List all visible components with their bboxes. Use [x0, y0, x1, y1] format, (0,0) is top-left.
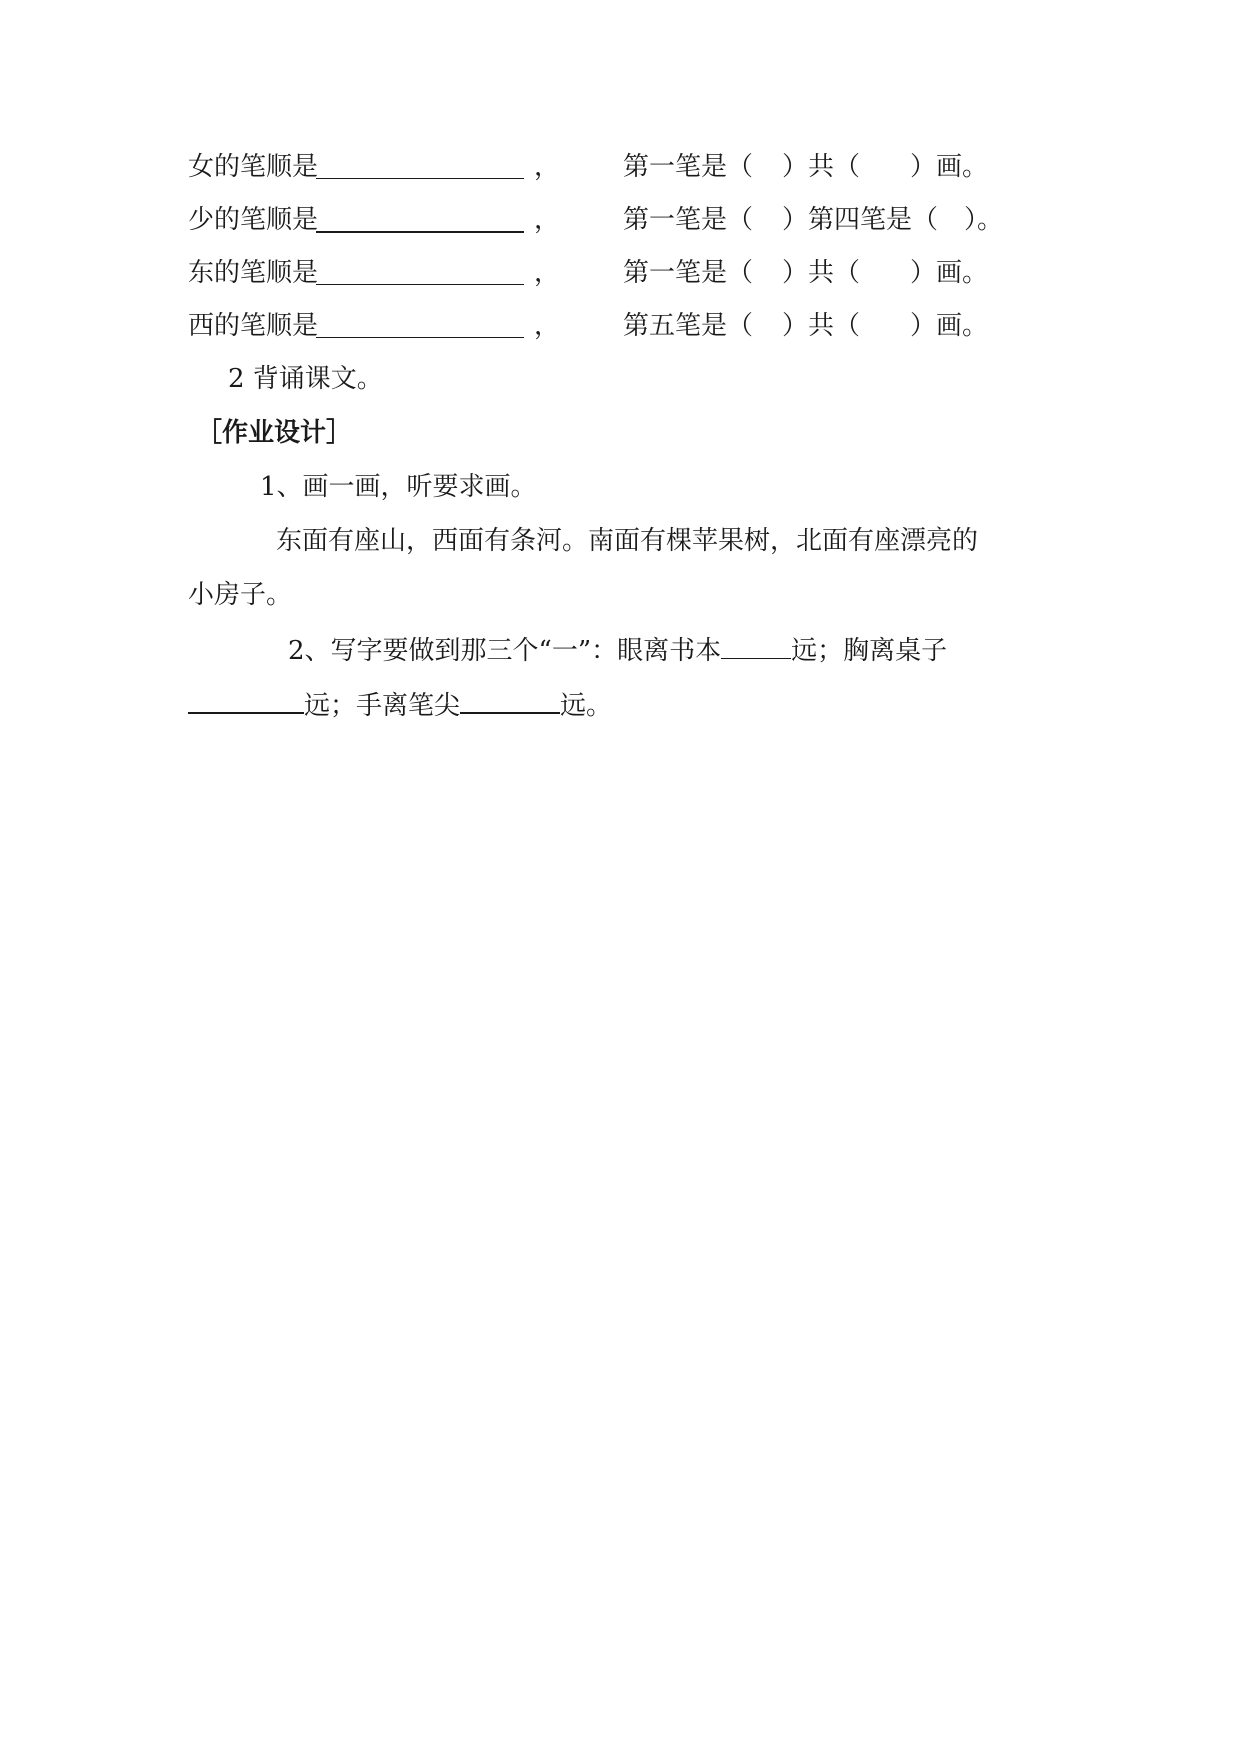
answer-blank [188, 686, 304, 714]
answer-blank [316, 311, 524, 338]
task2-line2 [188, 686, 612, 723]
question-part: 第五笔是（ [623, 311, 754, 341]
question-part: ）画。 [910, 311, 989, 341]
answer-blank [721, 632, 791, 659]
question-part: ）画。 [910, 258, 989, 288]
answer-blank [316, 205, 524, 233]
question-part: ）第四笔是（ [782, 205, 939, 235]
task1-desc-line1: 东面有座山，西面有条河。南面有棵苹果树，北面有座漂亮的 [276, 526, 979, 556]
comma: ， [534, 311, 561, 341]
task2-part4: 远。 [560, 691, 613, 721]
comma: ， [534, 152, 561, 182]
char-label: 西的笔顺是 [188, 311, 319, 341]
char-label: 少的笔顺是 [188, 205, 319, 235]
char-label: 东的笔顺是 [188, 258, 319, 288]
char-label: 女的笔顺是 [188, 152, 319, 182]
question-part: ）。 [964, 205, 1004, 235]
task2-part2: 远；胸离桌子 [791, 636, 948, 666]
answer-blank [316, 258, 524, 285]
task2-line1 [288, 632, 947, 668]
task1-title: 1、画一画，听要求画。 [260, 472, 537, 502]
question-part: 第一笔是（ [623, 152, 754, 182]
question-part: 第一笔是（ [623, 258, 754, 288]
task2-part1: 2、写字要做到那三个“一”：眼离书本 [288, 636, 722, 666]
question-part: 第一笔是（ [623, 205, 754, 235]
answer-blank [316, 152, 524, 179]
question-part: ）共（ [782, 258, 861, 288]
homework-heading: ［作业设计］ [196, 418, 353, 448]
question-part: ）共（ [782, 311, 861, 341]
task1-desc-line2: 小房子。 [188, 580, 293, 610]
question-part: ）画。 [910, 152, 989, 182]
task2-part3: 远；手离笔尖 [304, 691, 461, 721]
answer-blank [460, 686, 560, 714]
question-part: ）共（ [782, 152, 861, 182]
recite-text: 2 背诵课文。 [228, 364, 383, 394]
comma: ， [534, 258, 561, 288]
comma: ， [534, 205, 561, 235]
